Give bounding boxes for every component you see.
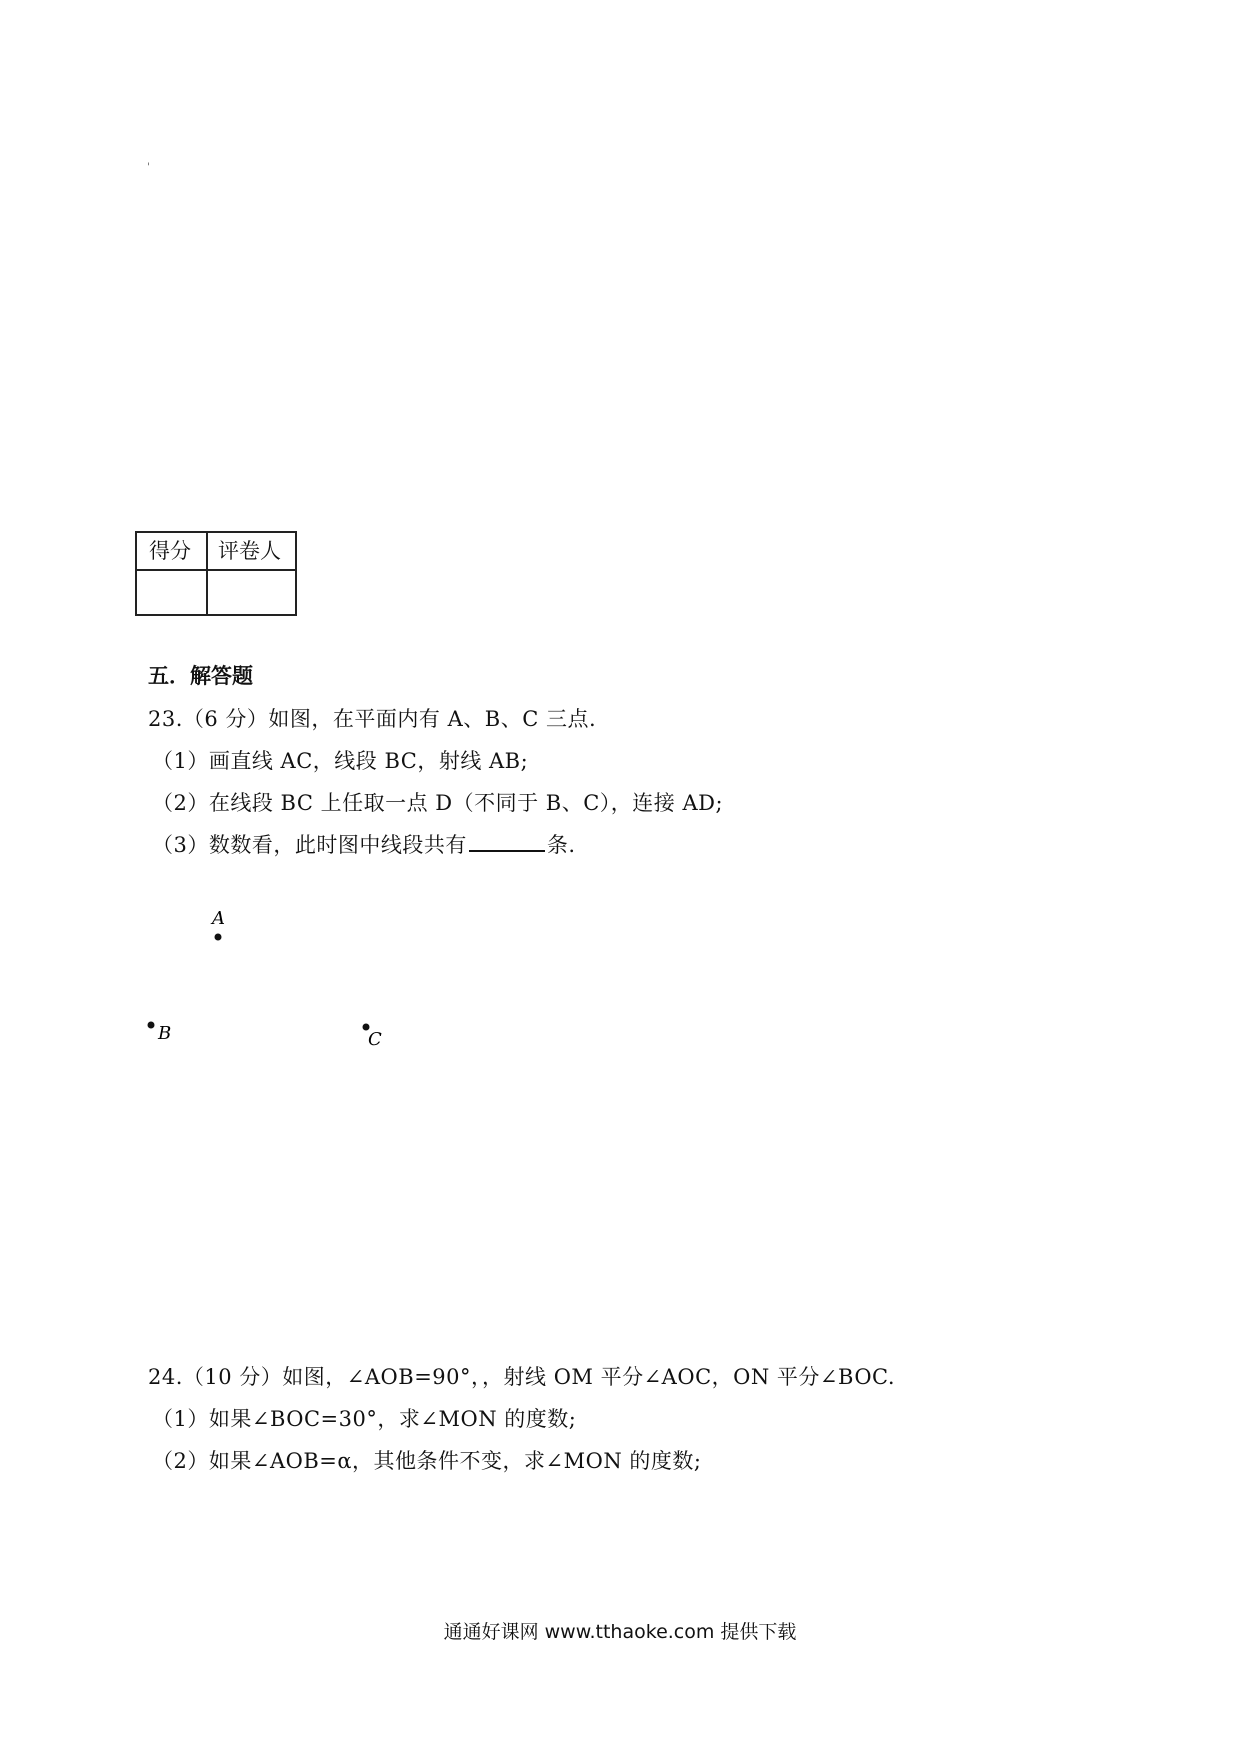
q24-stem: 24.（10 分）如图，∠AOB=90°，，射线 OM 平分∠AOC，ON 平分∠BOC. (148, 1365, 896, 1389)
point-b-label: B (158, 1023, 172, 1044)
point-a-label: A (212, 908, 225, 929)
stray-mark: ' (147, 162, 150, 173)
score-cell (136, 570, 207, 615)
grader-cell (207, 570, 296, 615)
q23-part2: （2）在线段 BC 上任取一点 D（不同于 B、C），连接 AD; (152, 791, 724, 815)
footer-text: 通通好课网 www.tthaoke.com 提供下载 (443, 1621, 797, 1643)
grader-header: 评卷人 (207, 532, 296, 570)
q23-stem: 23.（6 分）如图，在平面内有 A、B、C 三点. (148, 707, 597, 731)
points-figure (130, 900, 430, 1070)
q23-part3 (152, 829, 576, 859)
q23-part3-suffix: 条. (546, 833, 576, 857)
q24-part2: （2）如果∠AOB=α，其他条件不变，求∠MON 的度数; (152, 1449, 702, 1473)
score-header: 得分 (136, 532, 207, 570)
section-title: 五．解答题 (148, 664, 253, 688)
score-table (135, 531, 297, 616)
answer-blank (469, 830, 545, 852)
point-b (148, 1022, 155, 1029)
q23-part3-text: （3）数数看，此时图中线段共有 (152, 833, 467, 857)
q23-part1: （1）画直线 AC，线段 BC，射线 AB; (152, 749, 529, 773)
point-a (215, 934, 222, 941)
point-c-label: C (368, 1029, 382, 1050)
q24-part1: （1）如果∠BOC=30°，求∠MON 的度数; (152, 1407, 577, 1431)
